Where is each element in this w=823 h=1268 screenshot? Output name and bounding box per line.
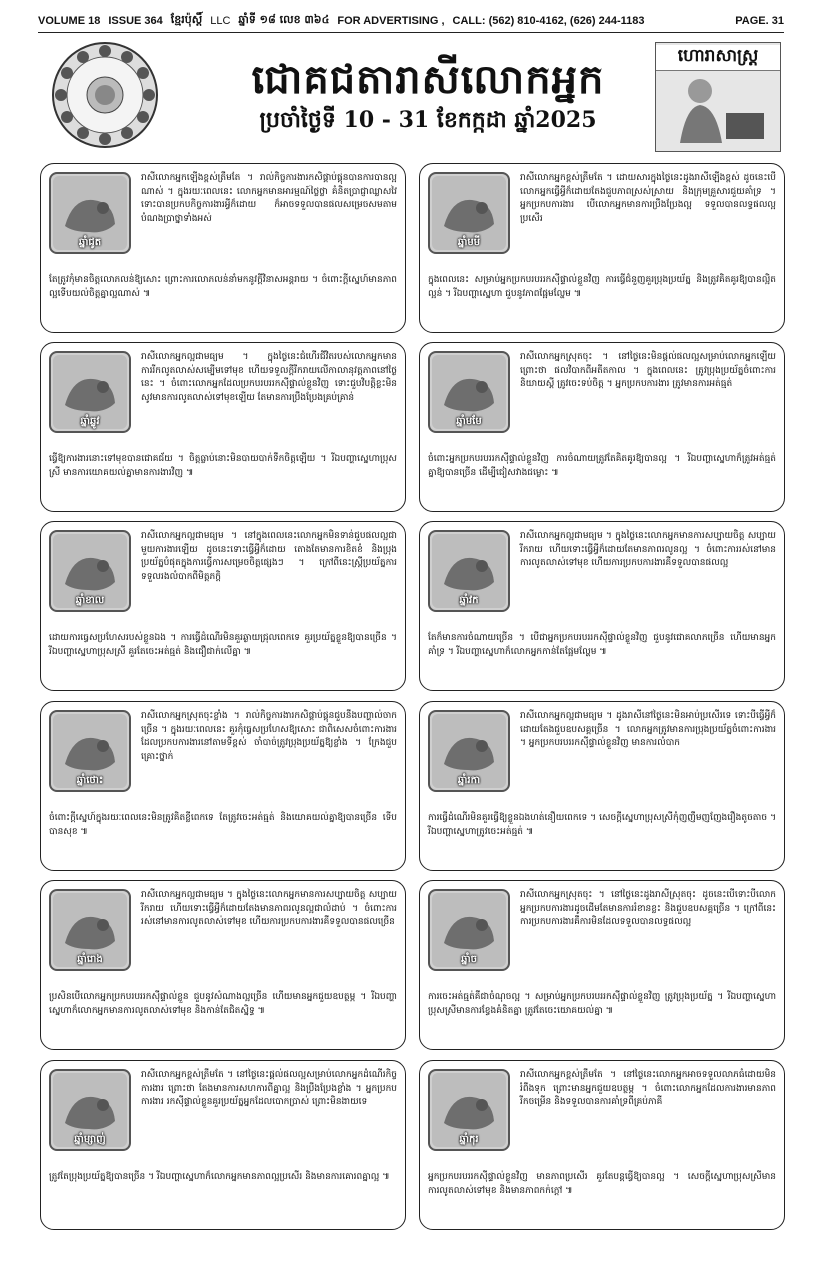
zodiac-wheel-image: [52, 42, 158, 148]
advertising: FOR ADVERTISING ,: [337, 15, 445, 27]
zodiac-card: [419, 701, 785, 871]
zodiac-label: ឆ្នាំវក: [459, 595, 479, 606]
zodiac-label: ឆ្នាំមមែ: [456, 416, 482, 427]
zodiac-animal-icon: [428, 710, 510, 792]
zodiac-card: [419, 1060, 785, 1230]
zodiac-card: [40, 701, 406, 871]
horoscope-text-continued: ការចេះអត់ធ្មត់គឺជាចំណុចល្អ ។ សម្រាប់អ្នកប្រកបរបររកស៊ីផ្ទាល់ខ្លួនវិញ ត្រូវប្រុងប្រយ័ត្ន ។ រីឯបញ្ហាស្នេហាប្រុសស្រីមានការខ្វែងគំនិតគ្នា ត្រូវតែចេះយោគយល់គ្នា ៕: [428, 992, 776, 1016]
horoscope-text-continued: អ្នកប្រកបរបររកស៊ីផ្ទាល់ខ្លួនវិញ មានភាពប្រសើរ គួរតែបន្តធ្វើឱ្យបានល្អ ។ សេចក្តីស្នេហាប្រុសស្រីមានការលូតលាស់ទៅមុខ និងមានភាពកក់ក្តៅ ៕: [428, 1172, 776, 1196]
zodiac-animal-icon: [49, 172, 131, 254]
zodiac-animal-icon: [428, 530, 510, 612]
zodiac-label: ឆ្នាំថោះ: [76, 775, 104, 786]
horoscope-text: រាសីលោកអ្នកឡើងខ្ពស់ត្រឹមតែ ។ រាល់កិច្ចការងារកសិផ្គាប់ផ្គុនបានការបានល្អណាស់ ។ ក្នុងរយៈពេលនេះ លោកអ្នកមានអារម្មណ៍ថ្លៃថ្លា គំនិតប្រាជ្ញាឈ្លាសវៃ ទោះបានប្រកបកិច្ចការងារអ្វីក៏ដោយ ក៏អាចទទួលបានផលសម្រេចសមតាមបំណងប្រាថ្នាទាំងអស់: [141, 173, 397, 224]
horoscope-text: រាសីលោកអ្នកល្អជាមធ្យម ។ ដូងរាសីនៅថ្ងៃនេះមិនអាប់ប្រសើរទេ ទោះបីធ្វើអ្វីក៏ដោយតែងជួបឧបសគ្គច្រើន ។ លោកអ្នកត្រូវមានការប្រុងប្រយ័ត្នចំពោះការងារ ។ អ្នកប្រកបរបររកស៊ីផ្ទាល់ខ្លួនវិញ មានការលំបាក: [520, 711, 776, 748]
horoscope-text: រាសីលោកអ្នកខ្ពស់ត្រឹមតែ ។ ដោយសារក្នុងថ្ងៃនេះដូងរាសីឡើងខ្ពស់ ដូចនេះបើលោកអ្នកធ្វើអ្វីក៏ដោយតែងជួបភាពស្រស់ស្រាយ និងក្រុមគ្រួសារជួយគាំទ្រ ។ អ្នកប្រកបការងារ បើលោកអ្នកមានការប្រឹងប្រែងល្អ ទទួលបានលទ្ធផលល្អប្រសើរ: [520, 173, 776, 224]
header-bar: [38, 10, 784, 33]
zodiac-animal-icon: [428, 172, 510, 254]
zodiac-animal-icon: [49, 351, 131, 433]
zodiac-label: ឆ្នាំខាល: [75, 595, 105, 606]
zodiac-label: ឆ្នាំជូត: [78, 237, 102, 248]
zodiac-card: [419, 880, 785, 1050]
zodiac-label: ឆ្នាំម្សាញ់: [74, 1134, 106, 1145]
zodiac-label: ឆ្នាំរកា: [457, 775, 481, 786]
year-issue-km: ឆ្នាំទី ១៨ លេខ ៣៦៤: [238, 13, 330, 26]
horoscope-text-continued: ដោយការធ្វេសប្រហែសរបស់ខ្លួនឯង ។ ការធ្វើដំណើរមិនគួរឆ្ងាយជ្រុលពេកទេ គួរប្រយ័ត្នខ្លួនឱ្យបានច្រើន ។ រីឯបញ្ហាស្នេហាប្រុសស្រី គួរតែចេះអត់ធ្មត់ និងជឿជាក់លើគ្នា ៕: [49, 633, 397, 657]
zodiac-card: [419, 163, 785, 333]
zodiac-label: ឆ្នាំកុរ: [459, 1134, 479, 1145]
llc: LLC: [210, 15, 231, 27]
horoscope-text-continued: ក្នុងពេលនេះ សម្រាប់អ្នកប្រកបរបររកស៊ីផ្ទាល់ខ្លួនវិញ ការធ្វើជំនួញគួរប្រុងប្រយ័ត្ន និងត្រូវគិតគូរឱ្យបានល្អិតល្អន់ ។ រីឯបញ្ហាស្នេហា ជួបនូវភាពផ្អែមល្ហែម ៕: [428, 275, 776, 299]
zodiac-animal-icon: [428, 351, 510, 433]
page-number: PAGE. 31: [735, 15, 784, 27]
masthead: [38, 36, 784, 156]
zodiac-card: [40, 1060, 406, 1230]
volume: VOLUME 18: [38, 15, 101, 27]
horoscope-text: រាសីលោកអ្នកស្រុតចុះ ។ នៅថ្ងៃនេះដូងរាសីស្រុតចុះ ដូចនេះបើទោះបីលោកអ្នកប្រកបការងារដូចដើមតែមានការរំខានខ្លះ និងជួបឧបសគ្គច្រើន ។ ក្រៅពីនេះការប្រកបការងារគឺការមិនដែលទទួលបានលទ្ធផលល្អ: [520, 890, 776, 927]
brand: ខ្មែរប៉ុស្តិ៍: [170, 13, 203, 26]
zodiac-label: ឆ្នាំរោង: [77, 954, 103, 965]
horoscope-text-continued: ការធ្វើដំណើរមិនគួរធ្វើឱ្យខ្លួនឯងហត់នឿយពេកទេ ។ សេចក្តីស្នេហាប្រុសស្រីកុំញញឹមញញែងរឿងតូចតាច ។ រីឯបញ្ហាស្នេហាត្រូវចេះអត់ធ្មត់ ៕: [428, 813, 776, 837]
call: CALL: (562) 810-4162, (626) 244-1183: [452, 15, 645, 27]
horoscope-text-continued: ចំពោះអ្នកប្រកបរបររកស៊ីផ្ទាល់ខ្លួនវិញ ការចំណាយត្រូវតែគិតគូរឱ្យបានល្អ ។ រីឯបញ្ហាស្នេហាក៏ត្រូវអត់ធ្មត់គ្នាឱ្យបានច្រើន ដើម្បីជៀសវាងជម្លោះ ៕: [428, 454, 776, 478]
zodiac-label: ឆ្នាំឆ្លូវ: [80, 416, 100, 427]
horoscope-text: រាសីលោកអ្នកល្អជាមធ្យម ។ ក្នុងថ្ងៃនេះលោកអ្នកមានការសប្បាយចិត្ត សប្បាយរីករាយ ហើយទោះធ្វើអ្វីក៏ដោយតែមានភាពរលូនល្អ ។ ចំពោះការរស់នៅមានការលូតលាស់ទៅមុខ ហើយការប្រកបការងារគឺទទួលបានផលល្អ: [520, 531, 776, 568]
horoscope-text: រាសីលោកអ្នកល្អជាមធ្យម ។ ក្នុងថ្ងៃនេះជំហើរជីវិតរបស់លោកអ្នកមានការរីកលូតលាស់សម្បើមទៅមុខ ហើយទទួលក្តីរីករាយលើកាលានុវត្តភាពនៅថ្ងៃនេះ ។ ចំពោះលោកអ្នកដែលប្រកបរបររកស៊ីផ្ទាល់ខ្លួនវិញ ទោះជួបវិបត្តិខ្លះមិនសូវមានការលូតលាស់ទៅមុខឡើយ តែមានការប្រឹងប្រែងគ្រប់គ្រាន់: [141, 352, 397, 403]
astrology-label: ហោរាសាស្ត្រ: [656, 45, 780, 71]
zodiac-card: [40, 163, 406, 333]
zodiac-animal-icon: [428, 1069, 510, 1151]
zodiac-card: [40, 521, 406, 691]
zodiac-label: ឆ្នាំមមី: [457, 237, 481, 248]
horoscope-text-continued: ធ្វើឱ្យការងារនោះទៅមុខបានជោគជ័យ ។ ចិត្តធ្លាប់នោះមិនបាយបាក់ទឹកចិត្តឡើយ ។ រីឯបញ្ហាស្នេហាប្រុសស្រី មានការយោគយល់គ្នាមានការងារវិញ ៕: [49, 454, 397, 478]
horoscope-text-continued: ត្រូវតែប្រុងប្រយ័ត្នឱ្យបានច្រើន ។ រីឯបញ្ហាស្នេហាក៏លោកអ្នកមានភាពល្អប្រសើរ និងមានការគោរពគ្នាល្អ ៕: [49, 1172, 390, 1182]
zodiac-card: [419, 521, 785, 691]
zodiac-label: ឆ្នាំច: [461, 954, 477, 965]
horoscope-text-continued: ចំពោះក្តីស្នេហ៍ក្នុងរយៈពេលនេះមិនត្រូវគិតខ្លីពេកទេ តែត្រូវចេះអត់ធ្មត់ និងយោគយល់គ្នាឱ្យបានច្រើន ទើបបានសុខ ៕: [49, 813, 397, 837]
zodiac-card: [419, 342, 785, 512]
issue: ISSUE 364: [108, 15, 163, 27]
horoscope-text-continued: តែក៏មានការចំណាយច្រើន ។ បើជាអ្នកប្រកបរបររកស៊ីផ្ទាល់ខ្លួនវិញ ជួបនូវជោគលាភច្រើន ហើយមានអ្នកគាំទ្រ ។ រីឯបញ្ហាស្នេហាក៏លោកអ្នកកាន់តែផ្អែមល្ហែម ៕: [428, 633, 776, 657]
zodiac-animal-icon: [49, 710, 131, 792]
horoscope-text-continued: តែត្រូវកុំមានចិត្តលោភលន់ឱ្យសោះ ព្រោះការលោភលន់នាំមកនូវក្តីវិនាសអន្តរាយ ។ ចំពោះក្តីស្នេហ៍មានភាពល្អទើបយល់ចិត្តគ្នាល្អណាស់ ៕: [49, 275, 397, 299]
zodiac-card: [40, 880, 406, 1050]
zodiac-animal-icon: [49, 1069, 131, 1151]
astrologer-image: [655, 42, 781, 152]
zodiac-animal-icon: [49, 530, 131, 612]
page-subtitle: ប្រចាំថ្ងៃទី 10 - 31 ខែកក្កដា ឆ្នាំ2025: [259, 107, 597, 133]
horoscope-text: រាសីលោកអ្នកល្អជាមធ្យម ។ នៅក្នុងពេលនេះលោកអ្នកមិនទាន់ជួបផលល្អជាមួយការងារឡើយ ដូចនេះទោះធ្វើអ្វីក៏ដោយ តោងតែមានការខិតខំ និងប្រុងប្រយ័ត្នបំផុតក្នុងការធ្វើការសម្រេចចិត្តផ្សេងៗ ។ ក្រៅពីនេះស្ត្រីប្រយ័ត្នការទទួលរងលំបាកពីមិត្តភក្តិ: [141, 531, 397, 582]
horoscope-text: រាសីលោកអ្នកខ្ពស់ត្រឹមតែ ។ នៅថ្ងៃនេះផ្តល់ផលល្អសម្រាប់លោកអ្នកដំណើរកិច្ចការងារ ព្រោះថា តែងមានការសហការពីគ្នាល្អ និងប្រឹងប្រែងខ្លាំង ។ អ្នកប្រកបការងារ រកស៊ីផ្ទាល់ខ្លួនគួរប្រយ័ត្នអ្នកដែលបោកប្រាស់ ព្រោះមិនងាយទេ: [141, 1070, 397, 1107]
zodiac-animal-icon: [49, 889, 131, 971]
horoscope-text-continued: ប្រសិនបើលោកអ្នកប្រកបរបររកស៊ីផ្ទាល់ខ្លួន ជួបនូវសំណាងល្អច្រើន ហើយមានអ្នកជួយឧបត្ថម្ភ ។ រីឯបញ្ហាស្នេហាក៏លោកអ្នកមានការលូតលាស់ទៅមុខ និងកាន់តែជិតស្និទ្ធ ៕: [49, 992, 397, 1016]
zodiac-card: [40, 342, 406, 512]
horoscope-text: រាសីលោកអ្នកស្រុតចុះខ្លាំង ។ រាល់កិច្ចការងារកសិផ្គាប់ផ្គុនជួបនឹងបញ្ហាល់ចាកច្រើន ។ ក្នុងរយៈពេលនេះ គួរកុំធ្វេសប្រហែសឱ្យសោះ ជាពិសេសចំពោះការងារដែលប្រកបការងារនៅតាមទីខ្ពស់ ចាំបាច់ត្រូវប្រុងប្រយ័ត្នឱ្យខ្លាំង ។ ក្រែងជួបគ្រោះថ្នាក់: [141, 711, 397, 762]
horoscope-text: រាសីលោកអ្នកស្រុតចុះ ។ នៅថ្ងៃនេះមិនផ្តល់ផលល្អសម្រាប់លោកអ្នកឡើយ ព្រោះថា ផលវិបាកពីអតីតកាល ។ ក្នុងពេលនេះ ត្រូវប្រុងប្រយ័ត្នចំពោះការនិយាយស្តី ត្រូវចេះទប់ចិត្ត ។ អ្នកប្រកបការងារ ត្រូវមានការអត់ធ្មត់: [520, 352, 776, 389]
horoscope-text: រាសីលោកអ្នកល្អជាមធ្យម ។ ក្នុងថ្ងៃនេះលោកអ្នកមានការសប្បាយចិត្ត សប្បាយរីករាយ ហើយទោះធ្វើអ្វីក៏ដោយតែងមានភាពរលូនល្អជាលំដាប់ ។ ចំពោះការរស់នៅមានការលូតលាស់ទៅមុខ ហើយការប្រកបការងារគឺទទួលបានផលច្រើន: [141, 890, 397, 927]
zodiac-animal-icon: [428, 889, 510, 971]
page-title: ជោគជតារាសីលោកអ្នក: [251, 56, 605, 103]
horoscope-text: រាសីលោកអ្នកខ្ពស់ត្រឹមតែ ។ នៅថ្ងៃនេះលោកអ្នកអាចទទួលលាភធំដោយមិនរំពឹងទុក ព្រោះមានអ្នកជួយឧបត្ថម្ភ ។ ចំពោះលោកអ្នកដែលការងារមានភាពរីកចម្រើន និងទទួលបានការគាំទ្រពីគ្រប់ភាគី: [520, 1070, 776, 1107]
